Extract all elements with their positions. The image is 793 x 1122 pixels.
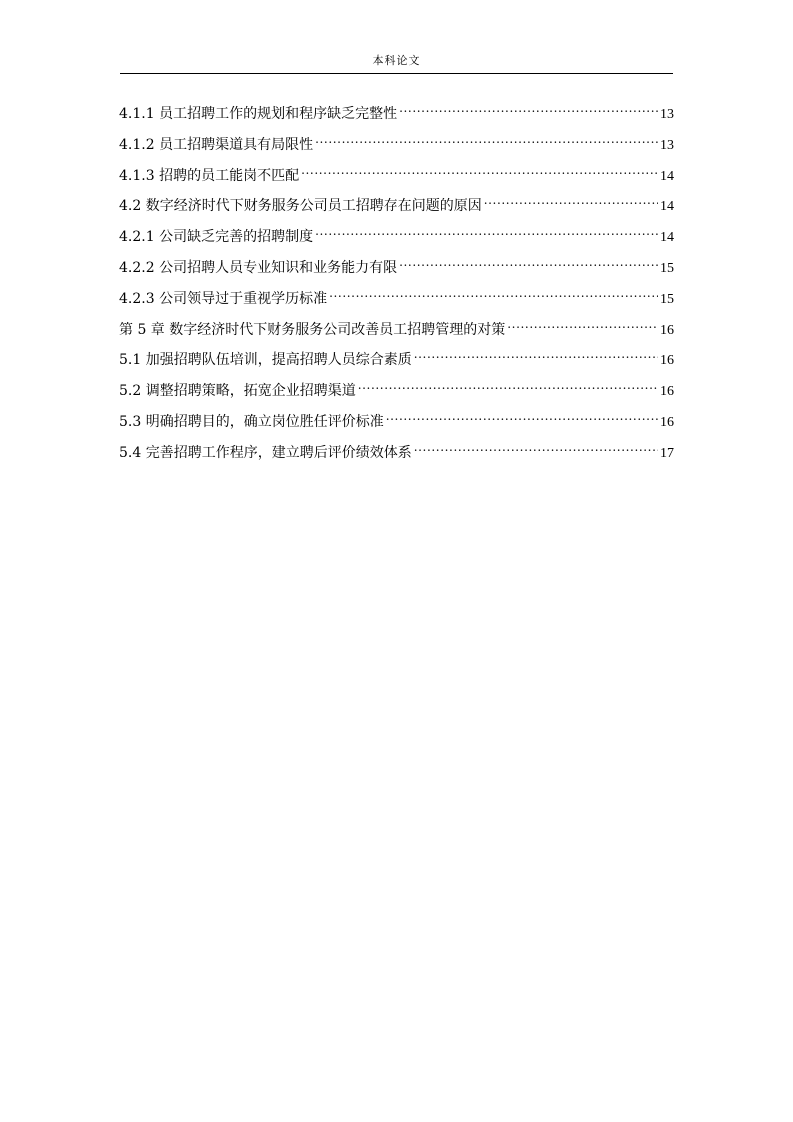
toc-entry-title: 5.4 完善招聘工作程序，建立聘后评价绩效体系 <box>119 444 412 461</box>
toc-entry-title: 4.1.3 招聘的员工能岗不匹配 <box>119 167 300 184</box>
toc-entry[interactable] <box>119 377 674 408</box>
toc-dot-leader <box>315 223 658 241</box>
toc-dot-leader <box>399 100 658 118</box>
toc-entry-page: 13 <box>660 107 674 122</box>
toc-entry[interactable] <box>119 131 674 162</box>
toc-entry[interactable] <box>119 223 674 254</box>
toc-dot-leader <box>414 439 658 457</box>
header-divider <box>120 73 673 74</box>
toc-entry-title: 5.3 明确招聘目的，确立岗位胜任评价标准 <box>119 413 384 430</box>
toc-entry-page: 14 <box>660 199 674 215</box>
toc-entry-page: 15 <box>660 260 674 276</box>
toc-entry-page: 16 <box>660 384 674 400</box>
toc-entry-title: 4.1.2 员工招聘渠道具有局限性 <box>119 136 314 153</box>
toc-dot-leader <box>399 254 658 272</box>
toc-entry[interactable] <box>119 439 674 470</box>
toc-entry-title: 4.2.2 公司招聘人员专业知识和业务能力有限 <box>119 259 398 276</box>
toc-entry-title: 4.1.1 员工招聘工作的规划和程序缺乏完整性 <box>119 106 398 122</box>
toc-dot-leader <box>386 408 658 426</box>
toc-entry[interactable] <box>119 192 674 223</box>
toc-entry-title: 4.2 数字经济时代下财务服务公司员工招聘存在问题的原因 <box>119 198 482 215</box>
toc-entry[interactable] <box>119 254 674 285</box>
toc-entry-page: 15 <box>660 291 674 307</box>
toc-dot-leader <box>358 377 658 395</box>
toc-dot-leader <box>301 162 658 180</box>
toc-entry-title: 5.2 调整招聘策略，拓宽企业招聘渠道 <box>119 383 356 400</box>
toc-entry[interactable] <box>119 285 674 316</box>
toc-entry[interactable] <box>119 408 674 439</box>
toc-dot-leader <box>329 285 658 303</box>
toc-entry-page: 14 <box>660 168 674 184</box>
toc-entry[interactable] <box>119 316 674 347</box>
toc-entry[interactable] <box>119 162 674 193</box>
toc-entry-page: 16 <box>660 414 674 430</box>
toc-entry-page: 14 <box>660 230 674 246</box>
toc-entry-title: 5.1 加强招聘队伍培训，提高招聘人员综合素质 <box>119 352 412 369</box>
toc-entry-page: 13 <box>660 137 674 153</box>
toc-dot-leader <box>484 192 658 210</box>
toc-entry-title: 4.2.3 公司领导过于重视学历标准 <box>119 290 328 307</box>
toc-entry-page: 17 <box>660 445 674 461</box>
toc-entry-title: 第 5 章 数字经济时代下财务服务公司改善员工招聘管理的对策 <box>119 321 506 338</box>
toc-entry[interactable] <box>119 346 674 377</box>
toc-dot-leader <box>507 316 658 334</box>
page-header: 本科论文 <box>372 54 421 67</box>
toc-entry-page: 16 <box>660 322 674 338</box>
toc-dot-leader <box>315 131 658 149</box>
toc-entry-page: 16 <box>660 353 674 369</box>
toc-entry[interactable] <box>119 100 674 131</box>
table-of-contents <box>119 100 674 470</box>
toc-dot-leader <box>414 346 658 364</box>
toc-entry-title: 4.2.1 公司缺乏完善的招聘制度 <box>119 229 314 246</box>
